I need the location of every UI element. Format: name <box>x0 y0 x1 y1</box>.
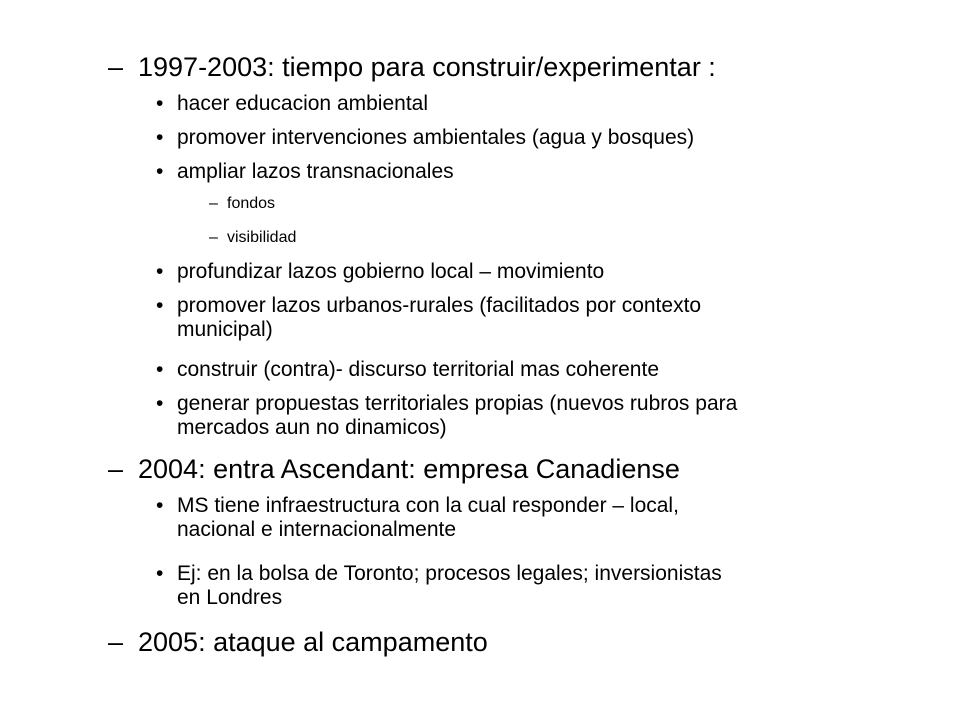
bullet-marker: • <box>156 92 164 115</box>
item-text-continued: nacional e internacionalmente <box>177 518 457 542</box>
item-text-continued: en Londres <box>177 586 283 610</box>
item-text: promover intervenciones ambientales (agua y bosques) <box>177 126 695 149</box>
bullet-marker: • <box>156 392 164 415</box>
dash-marker: – <box>209 229 218 246</box>
item-text: profundizar lazos gobierno local – movimiento <box>177 260 605 283</box>
bullet-item <box>156 126 695 150</box>
bullet-marker: • <box>156 358 164 381</box>
item-text: fondos <box>227 195 276 212</box>
heading-2005 <box>108 627 488 658</box>
bullet-marker: • <box>156 562 164 585</box>
bullet-item <box>156 260 605 284</box>
heading-2004 <box>108 454 680 485</box>
bullet-marker: • <box>156 160 164 183</box>
dash-marker: – <box>209 195 218 212</box>
item-text-continued: municipal) <box>177 318 273 342</box>
item-text: 2005: ataque al campamento <box>138 627 488 657</box>
bullet-marker: • <box>156 494 164 517</box>
bullet-item <box>156 358 659 382</box>
bullet-marker: • <box>156 294 164 317</box>
item-text: hacer educacion ambiental <box>177 92 428 115</box>
heading-1997-2003 <box>108 52 716 83</box>
item-text: MS tiene infraestructura con la cual responder – local, <box>177 494 679 517</box>
dash-marker: – <box>108 454 124 484</box>
bullet-marker: • <box>156 260 164 283</box>
item-text: Ej: en la bolsa de Toronto; procesos legales; inversionistas <box>177 562 722 585</box>
bullet-item <box>156 160 454 184</box>
item-text: 1997-2003: tiempo para construir/experimentar : <box>138 52 716 82</box>
bullet-item <box>156 294 702 342</box>
item-text: visibilidad <box>227 229 297 246</box>
item-text: ampliar lazos transnacionales <box>177 160 454 183</box>
item-text: promover lazos urbanos-rurales (facilitados por contexto <box>177 294 702 317</box>
bullet-item <box>156 494 679 542</box>
item-text: generar propuestas territoriales propias (nuevos rubros para <box>177 392 738 415</box>
bullet-item <box>156 562 722 610</box>
dash-marker: – <box>108 52 124 82</box>
bullet-item <box>156 392 738 440</box>
sub-item <box>209 229 297 247</box>
sub-item <box>209 195 276 213</box>
item-text-continued: mercados aun no dinamicos) <box>177 416 447 440</box>
item-text: construir (contra)- discurso territorial mas coherente <box>177 358 659 381</box>
dash-marker: – <box>108 627 124 657</box>
bullet-marker: • <box>156 126 164 149</box>
item-text: 2004: entra Ascendant: empresa Canadiense <box>138 454 680 484</box>
bullet-item <box>156 92 428 116</box>
